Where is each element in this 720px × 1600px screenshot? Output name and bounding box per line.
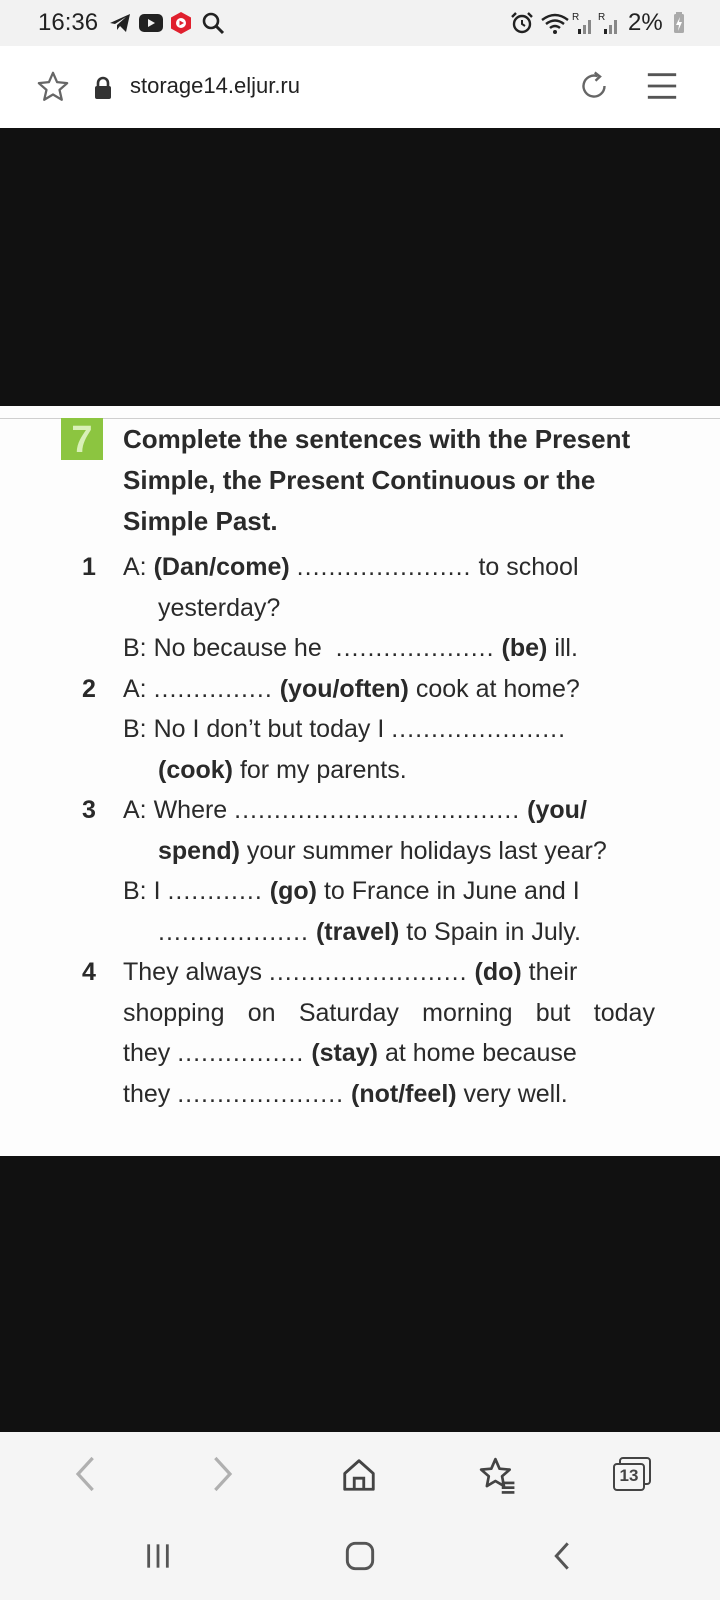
exercise-instruction: Complete the sentences with the Present Simple, the Present Continuous or the Simple Past.	[123, 424, 631, 536]
sentence-line: B: No I don’t but today I ......................	[123, 715, 567, 743]
sentence-line: A: Where .................................... (you/	[123, 796, 587, 824]
telegram-icon	[108, 11, 132, 35]
browser-bottom-bar	[0, 1432, 720, 1514]
back-icon[interactable]	[550, 1540, 574, 1572]
signal-icon	[598, 11, 620, 35]
home-button-icon[interactable]	[344, 1540, 376, 1572]
sentence-line: A: ............... (you/often) cook at home?	[123, 675, 580, 703]
sentence-line: yesterday?	[158, 594, 281, 622]
system-navigation-bar	[0, 1514, 720, 1600]
back-arrow-icon[interactable]	[72, 1454, 100, 1494]
status-bar	[0, 0, 720, 46]
svg-text:R: R	[572, 12, 580, 23]
tabs-count: 13	[619, 1466, 639, 1485]
sentence-line: shopping on Saturday morning but today	[123, 999, 655, 1027]
bookmarks-icon[interactable]	[478, 1456, 516, 1494]
sentence-line: ................... (travel) to Spain in July.	[158, 918, 581, 946]
bookmark-star-icon[interactable]	[36, 70, 70, 104]
image-background-bottom	[0, 1156, 720, 1432]
svg-text:R: R	[598, 12, 606, 23]
sentence-line: they ................ (stay) at home because	[123, 1039, 577, 1067]
sentence-line: They always ......................... (do) their	[123, 958, 578, 986]
sentence-line: spend) your summer holidays last year?	[158, 837, 607, 865]
worksheet-image	[0, 406, 720, 1156]
youtube-icon	[138, 11, 164, 35]
reload-icon[interactable]	[576, 68, 612, 104]
battery-percent: 2%	[628, 9, 663, 36]
home-icon[interactable]	[340, 1456, 378, 1494]
recent-apps-icon[interactable]	[144, 1542, 172, 1570]
item-number: 2	[82, 675, 96, 703]
notification-app-icon	[170, 11, 192, 35]
item-number: 1	[82, 553, 96, 581]
browser-toolbar	[0, 46, 720, 128]
sentence-line: B: No because he .................... (be) ill.	[123, 634, 578, 662]
item-number: 4	[82, 958, 96, 986]
alarm-icon	[510, 11, 534, 35]
image-background-top	[0, 128, 720, 406]
battery-charging-icon	[672, 11, 686, 35]
signal-icon	[572, 11, 594, 35]
sentence-line: B: I ............ (go) to France in June and I	[123, 877, 580, 905]
status-time: 16:36	[38, 9, 99, 36]
lock-icon	[93, 76, 113, 100]
forward-arrow-icon[interactable]	[208, 1454, 236, 1494]
sentence-line: (cook) for my parents.	[158, 756, 407, 784]
tabs-icon[interactable]	[612, 1456, 652, 1492]
sentence-line: A: (Dan/come) ...................... to school	[123, 553, 579, 581]
search-icon	[201, 11, 225, 35]
wifi-icon	[540, 11, 570, 35]
menu-icon[interactable]	[645, 68, 679, 104]
exercise-number-badge: 7	[61, 418, 103, 460]
sentence-line: they ..................... (not/feel) very well.	[123, 1080, 568, 1108]
url-field[interactable]: storage14.eljur.ru	[130, 73, 300, 98]
item-number: 3	[82, 796, 96, 824]
